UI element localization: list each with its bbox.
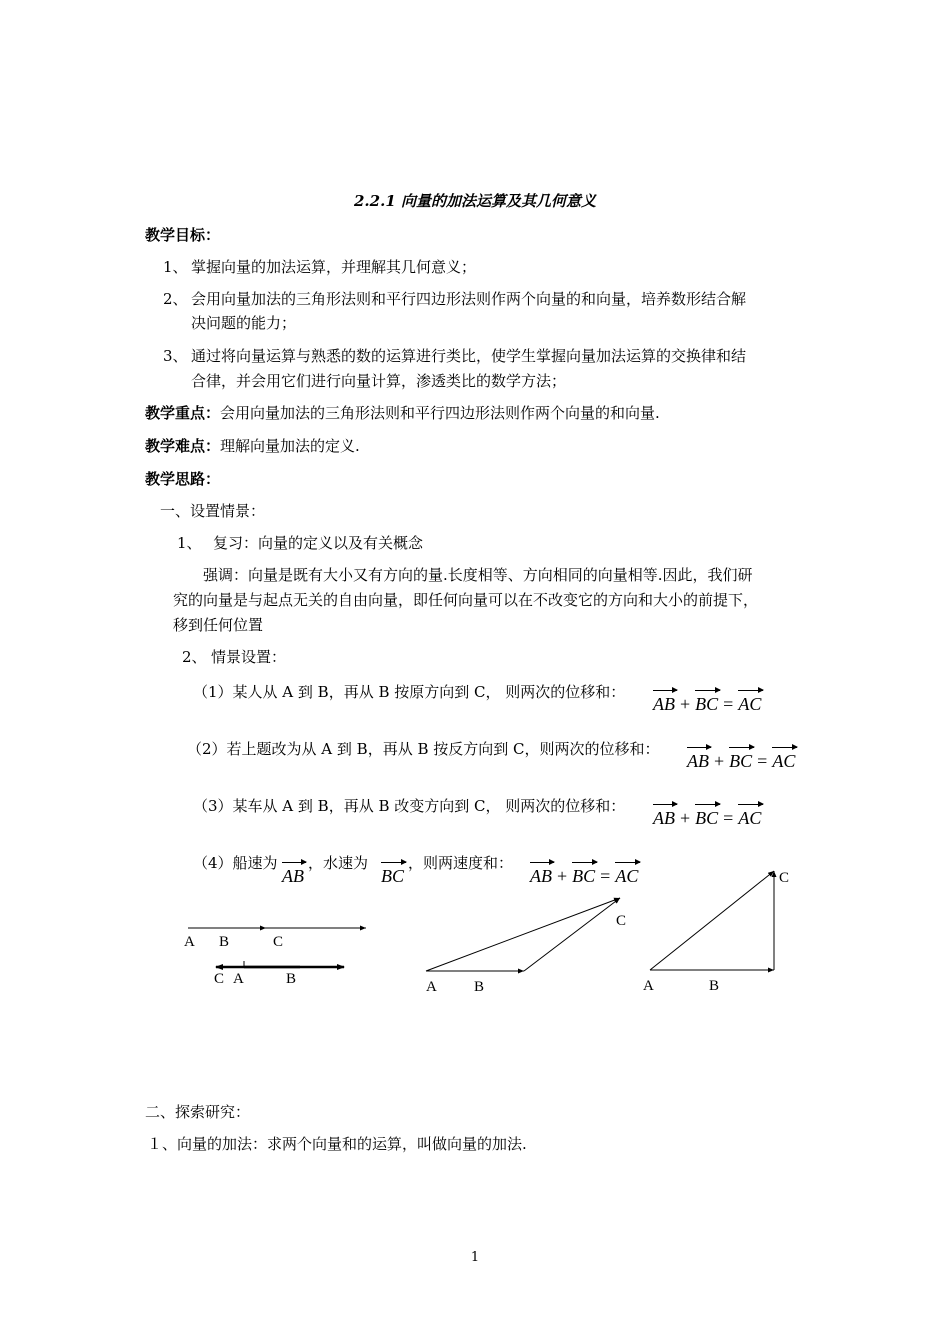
case-1-text: （1）某人从 A 到 B，再从 B 按原方向到 C， 则两次的位移和： bbox=[193, 683, 626, 701]
key-point-text: 会用向量加法的三角形法则和平行四边形法则作两个向量的和向量. bbox=[220, 404, 660, 422]
vector-ac: AC bbox=[615, 866, 639, 886]
difficulty-text: 理解向量加法的定义. bbox=[220, 437, 360, 455]
case-4-prefix: （4）船速为 bbox=[193, 854, 278, 872]
fig3-label-b: B bbox=[474, 979, 485, 995]
plus-sign: + bbox=[557, 866, 568, 886]
objective-3-text-cont: 合律，并会用它们进行向量计算，渗透类比的数学方法； bbox=[191, 372, 567, 390]
vector-bc: BC bbox=[695, 694, 719, 714]
vector-ab: AB bbox=[653, 694, 675, 714]
fig4-label-b: B bbox=[709, 978, 720, 994]
triangle-rule-figure bbox=[426, 898, 620, 971]
section1-heading: 一、设置情景： bbox=[160, 502, 266, 520]
objective-2-text: 会用向量加法的三角形法则和平行四边形法则作两个向量的和向量，培养数形结合解 bbox=[191, 290, 747, 308]
case-4-mid2: ，则两速度和： bbox=[408, 854, 514, 872]
section1-item2-num: 2、 bbox=[182, 648, 207, 666]
page-number: 1 bbox=[470, 1250, 480, 1265]
fig2-label-c: C bbox=[214, 971, 225, 987]
equals-sign: = bbox=[757, 751, 768, 771]
emphasis-line1: 强调：向量是既有大小又有方向的量.长度相等、方向相同的向量相等.因此，我们研 bbox=[203, 566, 753, 584]
page-title: 2.2.1 向量的加法运算及其几何意义 bbox=[354, 192, 596, 210]
section1-item1-num: 1、 bbox=[177, 534, 202, 552]
vector-bc: BC bbox=[729, 751, 753, 771]
key-point-label: 教学重点： bbox=[145, 404, 221, 422]
objectives-heading: 教学目标： bbox=[145, 226, 221, 244]
plus-sign: + bbox=[680, 808, 691, 828]
fig4-label-c: C bbox=[779, 870, 790, 886]
approach-heading: 教学思路： bbox=[145, 470, 221, 488]
fig1-label-c: C bbox=[273, 934, 284, 950]
fig2-label-b: B bbox=[286, 971, 297, 987]
fig1-label-b: B bbox=[219, 934, 230, 950]
section1-item1-text: 复习：向量的定义以及有关概念 bbox=[213, 534, 424, 552]
vector-ab: AB bbox=[282, 866, 304, 886]
objective-1-num: 1、 bbox=[163, 258, 188, 276]
objective-3-text: 通过将向量运算与熟悉的数的运算进行类比，使学生掌握向量加法运算的交换律和结 bbox=[191, 347, 747, 365]
case-3-text: （3）某车从 A 到 B，再从 B 改变方向到 C， 则两次的位移和： bbox=[193, 797, 626, 815]
equals-sign: = bbox=[600, 866, 611, 886]
vector-ac-line bbox=[426, 898, 620, 971]
vector-ab: AB bbox=[530, 866, 552, 886]
section1-item2-text: 情景设置： bbox=[211, 648, 287, 666]
objective-3-num: 3、 bbox=[163, 347, 188, 365]
objective-1-text: 掌握向量的加法运算，并理解其几何意义； bbox=[191, 258, 477, 276]
case-4-mid1: ，水速为 bbox=[308, 854, 369, 872]
plus-sign: + bbox=[680, 694, 691, 714]
vector-ac: AC bbox=[772, 751, 796, 771]
emphasis-line2: 究的向量是与起点无关的自由向量，即任何向量可以在不改变它的方向和大小的前提下， bbox=[173, 591, 759, 609]
fig1-label-a: A bbox=[184, 934, 195, 950]
fig4-label-a: A bbox=[643, 978, 654, 994]
vector-bc: BC bbox=[572, 866, 596, 886]
vector-ac: AC bbox=[738, 808, 762, 828]
case-2-text: （2）若上题改为从 A 到 B，再从 B 按反方向到 C，则两次的位移和： bbox=[187, 740, 660, 758]
plus-sign: + bbox=[714, 751, 725, 771]
equals-sign: = bbox=[723, 808, 734, 828]
vector-ac: AC bbox=[738, 694, 762, 714]
boat-velocity-figure bbox=[650, 871, 774, 970]
fig3-label-a: A bbox=[426, 979, 437, 995]
vector-bc: BC bbox=[695, 808, 719, 828]
fig3-label-c: C bbox=[616, 913, 627, 929]
vector-bc-line bbox=[524, 898, 620, 971]
section2-heading: 二、探索研究： bbox=[145, 1103, 251, 1121]
section2-item1: １、向量的加法：求两个向量和的运算，叫做向量的加法. bbox=[147, 1135, 527, 1153]
equals-sign: = bbox=[723, 694, 734, 714]
objective-2-text-cont: 决问题的能力； bbox=[191, 314, 297, 332]
vector-ab: AB bbox=[653, 808, 675, 828]
objective-2-num: 2、 bbox=[163, 290, 188, 308]
vector-ab: AB bbox=[687, 751, 709, 771]
opposite-direction-figure bbox=[216, 961, 344, 967]
vector-ac-line bbox=[650, 871, 774, 970]
vector-bc: BC bbox=[381, 866, 405, 886]
difficulty-label: 教学难点： bbox=[145, 437, 221, 455]
fig2-label-a: A bbox=[233, 971, 244, 987]
emphasis-line3: 移到任何位置 bbox=[173, 616, 264, 634]
